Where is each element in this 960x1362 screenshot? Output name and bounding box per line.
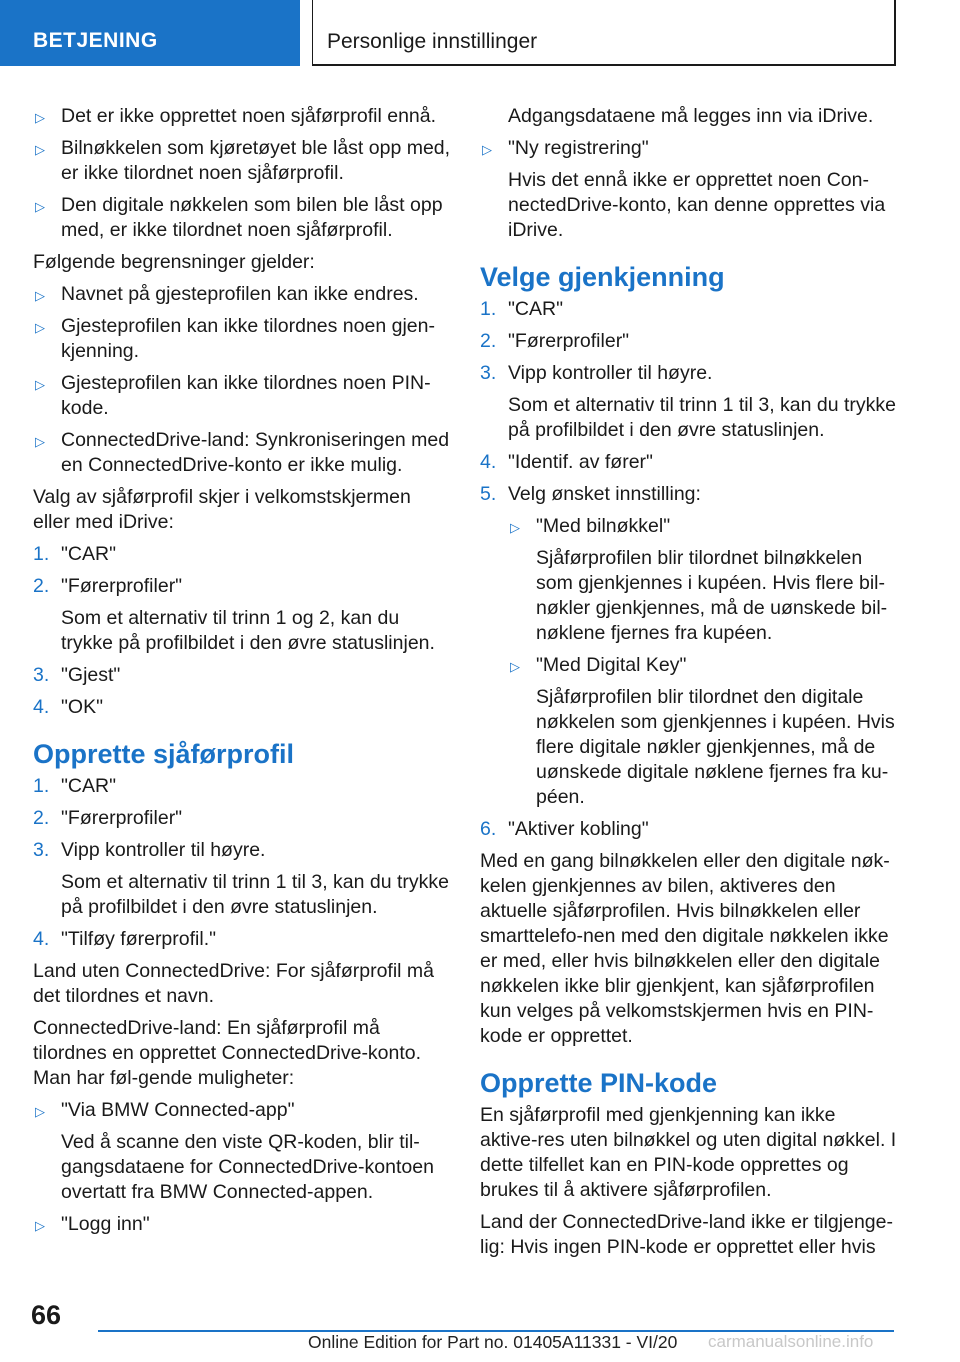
list-item: ▷ "Med Digital Key" [508, 653, 898, 678]
step-item: 3. Vipp kontroller til høyre. [480, 362, 713, 384]
item-note: Sjåførprofilen blir tilordnet den digitale nøkkelen som gjenkjennes i kupéen. Hvis flere digitale nøkler gjenkjennes, må de uønskede digitale nøklene fjernes fra ku‐péen. [536, 686, 895, 808]
edition-note: Online Edition for Part no. 01405A11331 - VI/20 [308, 1332, 678, 1352]
triangle-bullet-icon: ▷ [35, 110, 45, 125]
step-number: 1. [480, 298, 497, 320]
step-item: 1. "CAR" [33, 775, 117, 797]
step-item: 5. Velg ønsket innstilling: [480, 483, 701, 505]
step-item: 6. "Aktiver kobling" [480, 818, 649, 840]
nested-options [480, 514, 898, 810]
list-item: ▷ Det er ikke opprettet noen sjåførprofil ennå. [33, 104, 451, 129]
item-note: Hvis det ennå ikke er opprettet noen Con‐nectedDrive-konto, kan denne opprettes via iDrive. [508, 169, 886, 241]
triangle-bullet-icon: ▷ [35, 434, 45, 449]
paragraph: Følgende begrensninger gjelder: [33, 251, 315, 273]
left-column [33, 104, 451, 1244]
list-item: ▷ Gjesteprofilen kan ikke tilordnes noen gjen‐kjenning. [35, 315, 435, 362]
step-number: 3. [33, 664, 50, 686]
triangle-bullet-icon: ▷ [35, 288, 45, 303]
page-header [0, 0, 960, 66]
triangle-bullet-icon: ▷ [35, 320, 45, 335]
item-note: Adgangsdataene må legges inn via iDrive. [508, 105, 874, 127]
step-note: Som et alternativ til trinn 1 til 3, kan du trykke på profilbildet i den øvre statuslinjen. [61, 871, 450, 918]
paragraph: Land der ConnectedDrive-land ikke er tilgjenge‐lig: Hvis ingen PIN-kode er opprettet eller hvis [480, 1211, 893, 1258]
step-item: 3. "Gjest" [33, 664, 121, 686]
section-heading: Velge gjenkjenning [480, 262, 725, 292]
step-number: 6. [480, 818, 497, 840]
step-item: 1. "CAR" [480, 298, 564, 320]
step-number: 4. [480, 451, 497, 473]
list-item: ▷ "Med bilnøkkel" [508, 514, 898, 539]
list-item: ▷ Navnet på gjesteprofilen kan ikke endres. [33, 282, 451, 307]
paragraph: Valg av sjåførprofil skjer i velkomstskjermen eller med iDrive: [33, 486, 411, 533]
paragraph: En sjåførprofil med gjenkjenning kan ikke aktive‐res uten bilnøkkel og uten digital nøkkel. I dette tilfellet kan en PIN-kode opprettes og brukes til å aktivere sjåførprofilen. [480, 1104, 897, 1201]
step-note: Som et alternativ til trinn 1 til 3, kan du trykke på profilbildet i den øvre statuslinjen. [508, 394, 897, 441]
list-item: ▷ "Ny registrering" [480, 136, 898, 161]
step-note: Som et alternativ til trinn 1 og 2, kan du trykke på profilbildet i den øvre statuslinjen. [61, 607, 435, 654]
triangle-bullet-icon: ▷ [510, 520, 520, 535]
step-item: 4. "Tilføy førerprofil." [33, 928, 217, 950]
step-item: 1. "CAR" [33, 543, 117, 565]
triangle-bullet-icon: ▷ [35, 199, 45, 214]
step-number: 2. [33, 575, 50, 597]
triangle-bullet-icon: ▷ [35, 377, 45, 392]
step-item: 3. Vipp kontroller til høyre. [33, 839, 266, 861]
item-note: Sjåførprofilen blir tilordnet bilnøkkelen som gjenkjennes i kupéen. Hvis flere bil‐nøkler gjenkjennes, må de uønskede bil‐nøklene fjernes fra kupéen. [536, 547, 888, 644]
right-column [480, 104, 898, 1267]
step-item: 4. "Identif. av fører" [480, 451, 653, 473]
paragraph: ConnectedDrive-land: En sjåførprofil må tilordnes en opprettet ConnectedDrive-konto. Man har føl‐gende muligheter: [33, 1017, 422, 1089]
step-item: 4. "OK" [33, 696, 104, 718]
triangle-bullet-icon: ▷ [510, 659, 520, 674]
step-number: 5. [480, 483, 497, 505]
step-item: 2. "Førerprofiler" [33, 575, 183, 597]
step-item: 2. "Førerprofiler" [480, 330, 630, 352]
triangle-bullet-icon: ▷ [482, 142, 492, 157]
step-number: 3. [480, 362, 497, 384]
page-number: 66 [31, 1300, 62, 1330]
item-note: Ved å scanne den viste QR-koden, blir til‐gangsdataene for ConnectedDrive-kontoen overtatt fra BMW Connected-appen. [61, 1131, 434, 1203]
section-tab: BETJENING [0, 0, 300, 66]
paragraph: Med en gang bilnøkkelen eller den digitale nøk‐kelen gjenkjennes av bilen, aktiveres den aktuelle sjåførprofilen. Hvis bilnøkkelen eller smarttelefo‐nen med den digitale nøkkelen ikke er med, eller hvis bilnøkkelen eller den digitale nøkkelen ikke blir gjenkjent, kan sjåførprofilen kun velges på velkomstskjermen hvis en PIN-kode er opprettet. [480, 850, 890, 1047]
step-number: 2. [33, 807, 50, 829]
triangle-bullet-icon: ▷ [35, 1104, 45, 1119]
step-number: 1. [33, 775, 50, 797]
list-item: ▷ Bilnøkkelen som kjøretøyet ble låst opp med, er ikke tilordnet noen sjåførprofil. [35, 137, 451, 184]
step-number: 3. [33, 839, 50, 861]
step-number: 4. [33, 928, 50, 950]
step-item: 2. "Førerprofiler" [33, 807, 183, 829]
section-heading: Opprette sjåførprofil [33, 739, 295, 769]
chapter-title: Personlige innstillinger [312, 0, 896, 66]
list-item: ▷ ConnectedDrive-land: Synkroniseringen med en ConnectedDrive-konto er ikke mulig. [35, 429, 450, 476]
watermark: carmanualsonline.info [708, 1332, 874, 1351]
triangle-bullet-icon: ▷ [35, 142, 45, 157]
step-number: 2. [480, 330, 497, 352]
list-item: ▷ "Logg inn" [33, 1212, 451, 1237]
section-heading: Opprette PIN-kode [480, 1068, 718, 1098]
step-number: 1. [33, 543, 50, 565]
step-number: 4. [33, 696, 50, 718]
paragraph: Land uten ConnectedDrive: For sjåførprofil må det tilordnes et navn. [33, 960, 435, 1007]
triangle-bullet-icon: ▷ [35, 1218, 45, 1233]
list-item: ▷ "Via BMW Connected-app" [33, 1098, 451, 1123]
list-item: ▷ Den digitale nøkkelen som bilen ble låst opp med, er ikke tilordnet noen sjåførprofil. [35, 194, 443, 241]
list-item: ▷ Gjesteprofilen kan ikke tilordnes noen PIN-kode. [35, 372, 431, 419]
